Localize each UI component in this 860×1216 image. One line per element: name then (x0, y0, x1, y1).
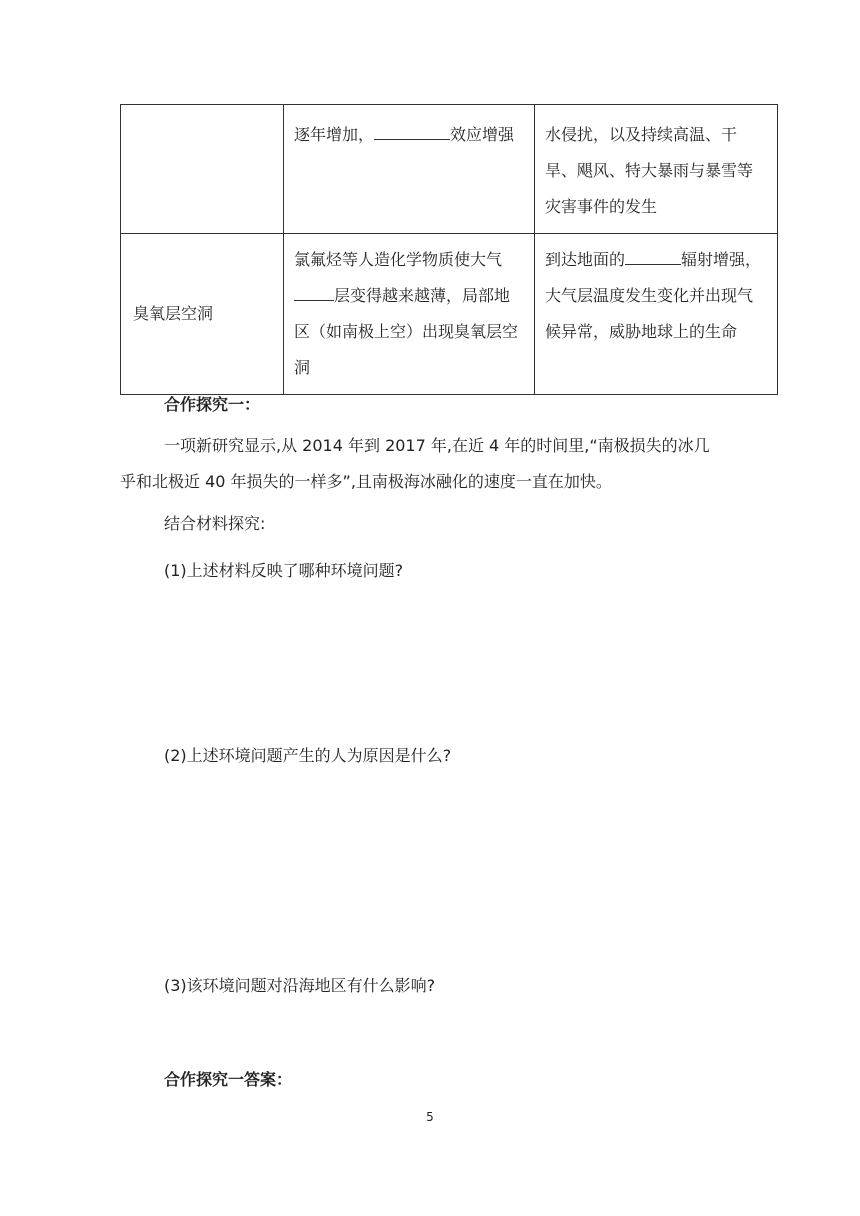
prompt-text: 结合材料探究: (164, 514, 266, 533)
question-1: (1)上述材料反映了哪种环境问题? (164, 561, 404, 580)
cause-text-before: 氯氟烃等人造化学物质使大气 (294, 250, 503, 269)
section-heading: 合作探究一： (164, 395, 261, 414)
cause-text-after: 层变得越来越薄，局部地区（如南极上空）出现臭氧层空洞 (294, 286, 519, 377)
impact-text-after: 辐射增强，大气层温度发生变化并出现气候异常，威胁地球上的生命 (545, 250, 762, 341)
cause-text-before: 逐年增加， (294, 125, 375, 144)
table-row (121, 105, 778, 234)
material-paragraph (120, 430, 744, 498)
question-2: (2)上述环境问题产生的人为原因是什么? (164, 746, 452, 765)
table-cell-topic: 臭氧层空洞 (121, 234, 284, 395)
page-number: 5 (426, 1110, 434, 1124)
paragraph-line: 一项新研究显示,从 2014 年到 2017 年,在近 4 年的时间里,“南极损失的冰几 (164, 436, 710, 455)
question-3: (3)该环境问题对沿海地区有什么影响? (164, 976, 436, 995)
table-cell-impact (535, 234, 778, 395)
cause-text-after: 效应增强 (450, 125, 515, 144)
fill-blank[interactable] (374, 119, 450, 140)
table-row (121, 234, 778, 395)
table-cell-impact: 水侵扰，以及持续高温、干旱、飓风、特大暴雨与暴雪等灾害事件的发生 (535, 105, 778, 234)
fill-blank[interactable] (625, 244, 681, 265)
table-cell-cause (284, 234, 535, 395)
answer-heading: 合作探究一答案： (164, 1070, 293, 1089)
content-table (120, 104, 778, 395)
fill-blank[interactable] (294, 280, 334, 301)
paragraph-line: 乎和北极近 40 年损失的一样多”,且南极海冰融化的速度一直在加快。 (120, 472, 612, 491)
impact-text-before: 到达地面的 (545, 250, 626, 269)
table-cell-topic (121, 105, 284, 234)
table-cell-cause (284, 105, 535, 234)
